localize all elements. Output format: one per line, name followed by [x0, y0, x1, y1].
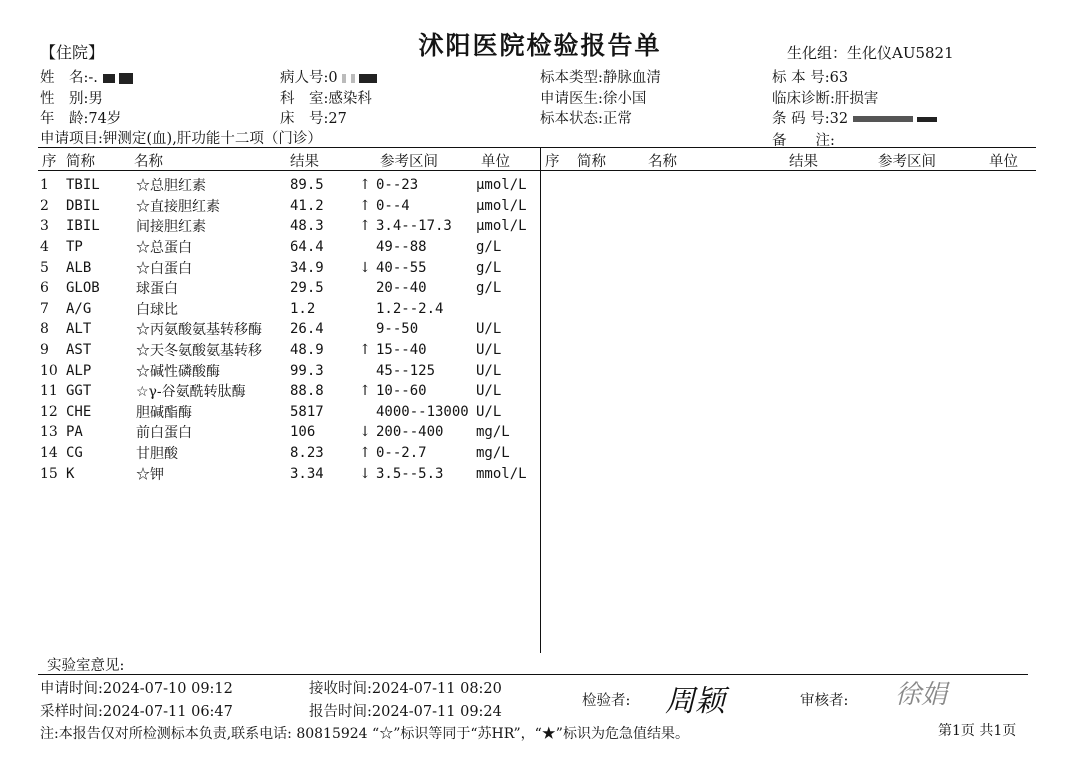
- table-row: [40, 237, 536, 258]
- table-row: [40, 463, 536, 484]
- row-code: GGT: [66, 383, 92, 400]
- row-name: ☆丙氨酸氨基转移酶: [136, 322, 262, 339]
- row-name: ☆总蛋白: [136, 240, 192, 257]
- tester-signature: 周颖: [665, 684, 725, 719]
- row-code: ALT: [66, 321, 92, 338]
- report-title: 沭阳医院检验报告单: [418, 31, 662, 60]
- specimen-type-row: [540, 66, 661, 87]
- row-result: 5817: [290, 403, 324, 420]
- patient-no-row: [280, 66, 377, 87]
- redaction-mark: [119, 73, 133, 84]
- row-seq: 5: [40, 259, 49, 276]
- row-seq: 15: [40, 465, 58, 482]
- row-seq: 14: [40, 445, 58, 462]
- row-seq: 1: [40, 177, 49, 194]
- row-ref: 0--4: [376, 197, 410, 214]
- col-seq: 序: [42, 154, 57, 170]
- row-unit: U/L: [476, 342, 502, 359]
- row-name: 球蛋白: [136, 281, 178, 298]
- row-result: 26.4: [290, 321, 324, 338]
- row-flag: ↑: [359, 383, 371, 400]
- request-label: 申请项目:: [40, 131, 103, 147]
- row-unit: g/L: [476, 259, 502, 276]
- table-row: [40, 340, 536, 361]
- row-seq: 6: [40, 280, 49, 297]
- col-code: 简称: [577, 154, 606, 170]
- row-result: 89.5: [290, 177, 324, 194]
- row-name: 间接胆红素: [136, 219, 206, 236]
- row-seq: 10: [40, 362, 58, 379]
- specimen-no-label: 标 本 号:: [772, 70, 830, 86]
- row-flag: [354, 360, 376, 381]
- col-unit: 单位: [481, 154, 510, 170]
- header-rule-top: [38, 147, 1036, 148]
- specimen-type-value: 静脉血清: [602, 70, 661, 86]
- report-note: 注:本报告仅对所检测标本负责,联系电话: 80815924 “☆”标识等同于“苏HR”，“★”标识为危急值结果。: [40, 726, 689, 742]
- specimen-no-row: [772, 66, 848, 87]
- row-result: 1.2: [290, 300, 316, 317]
- row-result: 106: [290, 424, 316, 441]
- diagnosis-row: [772, 87, 878, 108]
- row-unit: U/L: [476, 403, 502, 420]
- request-value: 钾测定(血),肝功能十二项（门诊）: [102, 131, 322, 147]
- table-row: [40, 299, 536, 320]
- row-seq: 3: [40, 218, 49, 235]
- row-unit: U/L: [476, 362, 502, 379]
- gender-value: 男: [88, 91, 103, 107]
- col-result: 结果: [789, 154, 818, 170]
- row-flag: [354, 402, 376, 423]
- row-name: ☆白蛋白: [136, 260, 192, 277]
- table-row: [40, 381, 536, 402]
- row-seq: 2: [40, 197, 49, 214]
- col-result: 结果: [290, 154, 319, 170]
- age-value: 74岁: [88, 111, 122, 127]
- row-code: PA: [66, 424, 83, 441]
- patient-no-value: 0: [328, 70, 338, 86]
- row-flag: ↑: [359, 177, 371, 194]
- row-seq: 13: [40, 424, 58, 441]
- row-ref: 3.5--5.3: [376, 465, 444, 482]
- row-flag: ↓: [359, 424, 371, 441]
- dept-label: 科 室:: [280, 91, 329, 107]
- row-ref: 10--60: [376, 383, 427, 400]
- bed-label: 床 号:: [280, 111, 329, 127]
- row-flag: ↓: [359, 259, 371, 276]
- specimen-type-label: 标本类型:: [540, 70, 603, 86]
- row-code: IBIL: [66, 218, 100, 235]
- request-time: 申请时间:2024-07-10 09:12: [40, 681, 233, 697]
- row-result: 29.5: [290, 280, 324, 297]
- table-row: [40, 422, 536, 443]
- row-unit: mg/L: [476, 445, 510, 462]
- col-ref: 参考区间: [380, 154, 438, 170]
- bed-value: 27: [328, 111, 347, 127]
- dept-value: 感染科: [328, 91, 372, 107]
- row-flag: ↑: [359, 445, 371, 462]
- row-code: DBIL: [66, 197, 100, 214]
- row-seq: 9: [40, 342, 49, 359]
- row-result: 99.3: [290, 362, 324, 379]
- reviewer-signature: 徐娟: [895, 680, 948, 710]
- patient-no-label: 病人号:: [280, 70, 329, 86]
- diagnosis-label: 临床诊断:: [772, 91, 835, 107]
- row-ref: 15--40: [376, 342, 427, 359]
- table-row: [40, 278, 536, 299]
- bed-row: [280, 107, 347, 128]
- redaction-mark: [351, 74, 355, 83]
- row-ref: 40--55: [376, 259, 427, 276]
- row-name: ☆γ-谷氨酰转肽酶: [136, 384, 246, 401]
- barcode-row: [772, 107, 937, 128]
- table-row: [40, 360, 536, 381]
- row-seq: 11: [40, 383, 58, 400]
- row-unit: U/L: [476, 383, 502, 400]
- doctor-row: [540, 87, 646, 108]
- request-row: [40, 127, 322, 148]
- table-row: [40, 257, 536, 278]
- column-divider: [540, 147, 541, 653]
- row-flag: ↑: [359, 218, 371, 235]
- row-seq: 8: [40, 321, 49, 338]
- row-ref: 200--400: [376, 424, 444, 441]
- redaction-mark: [342, 74, 346, 83]
- footer-rule: [38, 674, 1028, 675]
- redaction-mark: [853, 116, 913, 122]
- redaction-mark: [103, 74, 115, 83]
- specimen-status-label: 标本状态:: [540, 111, 603, 127]
- row-result: 8.23: [290, 445, 324, 462]
- row-name: ☆钾: [136, 466, 164, 483]
- row-code: ALP: [66, 362, 92, 379]
- row-flag: ↑: [359, 342, 371, 359]
- row-unit: μmol/L: [476, 218, 527, 235]
- row-code: ALB: [66, 259, 92, 276]
- table-row: [40, 196, 536, 217]
- row-ref: 1.2--2.4: [376, 300, 444, 317]
- row-name: 白球比: [136, 301, 178, 318]
- report-category: 【住院】: [40, 43, 105, 62]
- col-unit: 单位: [989, 154, 1018, 170]
- row-name: 胆碱酯酶: [136, 404, 192, 421]
- col-name: 名称: [648, 154, 677, 170]
- row-unit: μmol/L: [476, 177, 527, 194]
- row-ref: 9--50: [376, 321, 419, 338]
- row-unit: [476, 299, 536, 320]
- tester-label: 检验者:: [582, 693, 631, 709]
- row-code: AST: [66, 342, 92, 359]
- age-row: [40, 107, 121, 128]
- dept-row: [280, 87, 372, 108]
- row-flag: [354, 278, 376, 299]
- row-ref: 0--2.7: [376, 445, 427, 462]
- row-result: 3.34: [290, 465, 324, 482]
- row-ref: 20--40: [376, 280, 427, 297]
- gender-row: [40, 87, 103, 108]
- row-code: TP: [66, 239, 83, 256]
- redaction-mark: [359, 74, 377, 83]
- row-result: 64.4: [290, 239, 324, 256]
- row-code: K: [66, 465, 75, 482]
- row-code: CHE: [66, 403, 92, 420]
- row-result: 41.2: [290, 197, 324, 214]
- row-seq: 12: [40, 403, 58, 420]
- row-result: 34.9: [290, 259, 324, 276]
- col-ref: 参考区间: [878, 154, 936, 170]
- doctor-value: 徐小国: [602, 91, 647, 107]
- row-unit: U/L: [476, 321, 502, 338]
- row-unit: mmol/L: [476, 465, 527, 482]
- row-unit: mg/L: [476, 424, 510, 441]
- col-code: 简称: [66, 154, 95, 170]
- diagnosis-value: 肝损害: [834, 91, 879, 107]
- specimen-status-value: 正常: [602, 111, 632, 127]
- report-time: 报告时间:2024-07-11 09:24: [309, 704, 502, 720]
- row-unit: g/L: [476, 280, 502, 297]
- doctor-label: 申请医生:: [540, 91, 603, 107]
- lab-group: 生化组：生化仪AU5821: [787, 44, 954, 62]
- row-flag: ↓: [359, 465, 371, 482]
- row-name: 前白蛋白: [136, 425, 192, 442]
- row-flag: ↑: [359, 197, 371, 214]
- barcode-value: 32: [829, 111, 849, 127]
- col-name: 名称: [134, 154, 163, 170]
- row-seq: 4: [40, 239, 49, 256]
- name-value: -.: [88, 70, 98, 86]
- row-result: 48.9: [290, 342, 324, 359]
- row-flag: [354, 319, 376, 340]
- row-flag: [354, 299, 376, 320]
- row-name: ☆天冬氨酸氨基转移: [136, 343, 262, 360]
- row-name: ☆直接胆红素: [136, 198, 220, 215]
- row-code: GLOB: [66, 280, 100, 297]
- row-code: CG: [66, 445, 83, 462]
- row-unit: g/L: [476, 239, 502, 256]
- row-name: ☆总胆红素: [136, 178, 206, 195]
- lab-opinion-label: 实验室意见:: [47, 658, 125, 674]
- sample-time: 采样时间:2024-07-11 06:47: [40, 704, 233, 720]
- row-code: A/G: [66, 300, 92, 317]
- row-seq: 7: [40, 300, 49, 317]
- row-name: 甘胆酸: [136, 446, 178, 463]
- specimen-no-value: 63: [829, 70, 849, 86]
- row-result: 88.8: [290, 383, 324, 400]
- table-row: [40, 319, 536, 340]
- table-row: [40, 443, 536, 464]
- reviewer-label: 审核者:: [800, 693, 849, 709]
- row-result: 48.3: [290, 218, 324, 235]
- remark-label: 备 注:: [772, 133, 835, 149]
- row-code: TBIL: [66, 177, 100, 194]
- name-row: [40, 66, 133, 87]
- age-label: 年 龄:: [40, 111, 89, 127]
- page-indicator: 第1页 共1页: [938, 723, 1017, 739]
- row-flag: [354, 237, 376, 258]
- row-name: ☆碱性磷酸酶: [136, 363, 220, 380]
- receive-time: 接收时间:2024-07-11 08:20: [309, 681, 502, 697]
- results-table: [40, 175, 536, 484]
- col-seq: 序: [545, 154, 560, 170]
- table-row: [40, 175, 536, 196]
- name-label: 姓 名:: [40, 70, 89, 86]
- row-unit: μmol/L: [476, 197, 527, 214]
- table-row: [40, 216, 536, 237]
- row-ref: 0--23: [376, 177, 419, 194]
- row-ref: 4000--13000: [376, 403, 469, 420]
- row-ref: 45--125: [376, 362, 436, 379]
- redaction-mark: [917, 117, 937, 122]
- specimen-status-row: [540, 107, 632, 128]
- gender-label: 性 别:: [40, 91, 89, 107]
- row-ref: 3.4--17.3: [376, 218, 452, 235]
- barcode-label: 条 码 号:: [772, 111, 830, 127]
- table-row: [40, 402, 536, 423]
- row-ref: 49--88: [376, 239, 427, 256]
